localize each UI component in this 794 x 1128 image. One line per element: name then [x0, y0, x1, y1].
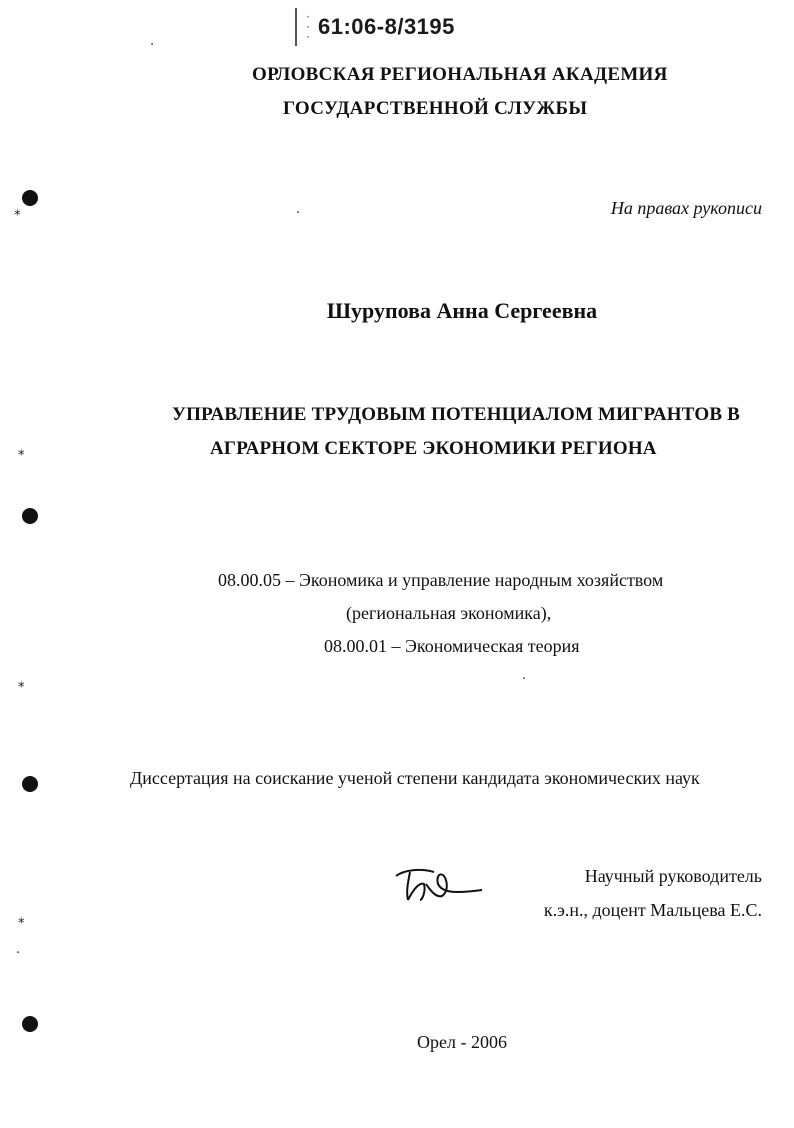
- stamp-dots: · · ·: [306, 10, 310, 44]
- specialty-line-3: 08.00.01 – Экономическая теория: [324, 636, 580, 656]
- signature-drawing: [390, 862, 490, 906]
- supervisor-name: к.э.н., доцент Мальцева Е.С.: [543, 900, 762, 920]
- organization-line-1: ОРЛОВСКАЯ РЕГИОНАЛЬНАЯ АКАДЕМИЯ: [252, 64, 668, 85]
- scan-speck: ·: [296, 206, 301, 221]
- punch-hole: [22, 776, 38, 792]
- organization-line-2: ГОСУДАРСТВЕННОЙ СЛУЖБЫ: [283, 98, 588, 119]
- dissertation-title-line-2: АГРАРНОМ СЕКТОРЕ ЭКОНОМИКИ РЕГИОНА: [210, 438, 657, 459]
- supervisor-signature: [390, 862, 490, 911]
- author-name: Шурупова Анна Сергеевна: [326, 298, 598, 323]
- stamp-mark: [295, 8, 297, 46]
- archive-stamp-code: 61:06-8/3195: [318, 14, 455, 39]
- punch-hole: [22, 190, 38, 206]
- punch-hole: [22, 508, 38, 524]
- scan-speck: ·: [150, 38, 155, 53]
- scan-speck: ⁎: [18, 912, 25, 927]
- city-year: Орел - 2006: [417, 1032, 507, 1052]
- manuscript-rights-note: На правах рукописи: [610, 198, 762, 218]
- punch-hole: [22, 1016, 38, 1032]
- supervisor-role: Научный руководитель: [584, 866, 762, 886]
- specialty-line-2: (региональная экономика),: [346, 603, 552, 623]
- scan-speck: ⁎: [18, 444, 25, 459]
- scan-speck: ·: [16, 946, 21, 961]
- scan-speck: ⁎: [14, 204, 21, 219]
- scan-speck: ⁎: [18, 676, 25, 691]
- scan-speck: ·: [522, 672, 527, 687]
- specialty-line-1: 08.00.05 – Экономика и управление народным хозяйством: [218, 570, 664, 590]
- degree-statement: Диссертация на соискание ученой степени кандидата экономических наук: [130, 768, 700, 788]
- dissertation-title-line-1: УПРАВЛЕНИЕ ТРУДОВЫМ ПОТЕНЦИАЛОМ МИГРАНТОВ В: [172, 404, 741, 425]
